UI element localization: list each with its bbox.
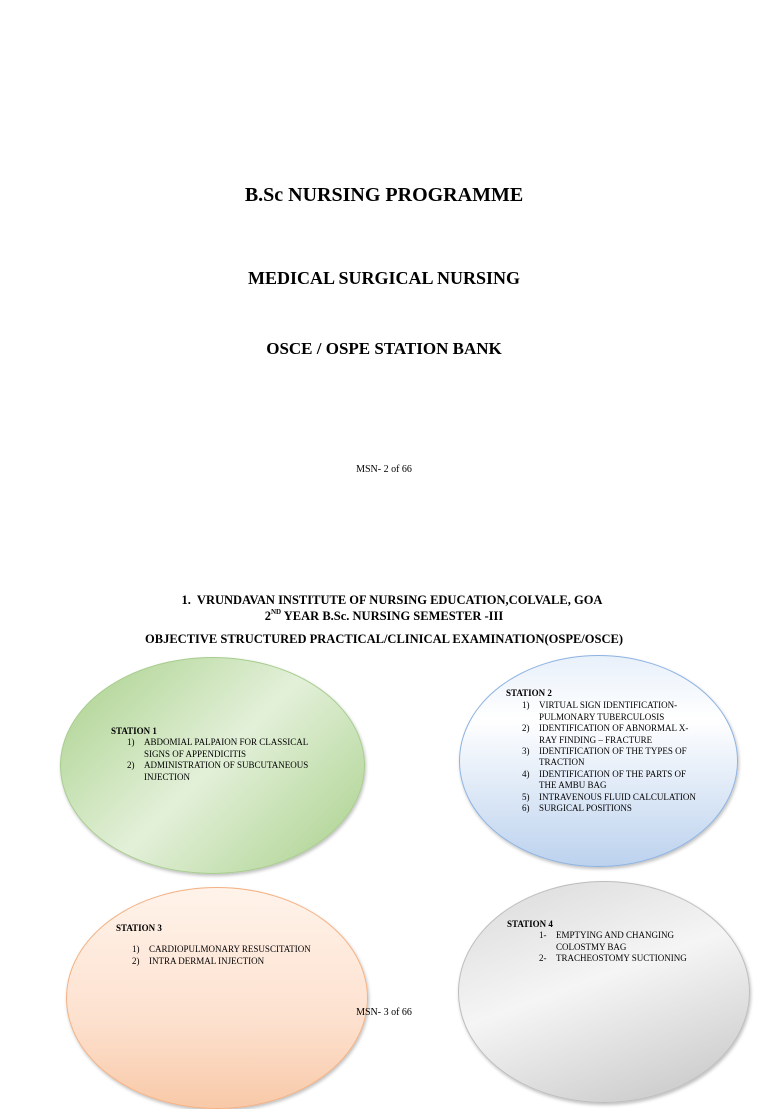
list-item: 4) IDENTIFICATION OF THE PARTS OF THE AMBU BAG: [522, 768, 686, 791]
list-item: 1) ABDOMIAL PALPAION FOR CLASSICAL SIGNS OF APPENDICITIS: [127, 737, 308, 759]
year-suffix: ND: [270, 608, 282, 616]
station-title: STATION 4: [507, 919, 553, 929]
station-list: [132, 944, 316, 967]
list-item: 5) INTRAVENOUS FLUID CALCULATION: [522, 791, 696, 802]
station-3: [116, 923, 316, 967]
page-number-bottom: MSN- 3 of 66: [356, 1007, 412, 1018]
list-item: 2) INTRA DERMAL INJECTION: [132, 955, 265, 966]
station-bank-title: OSCE / OSPE STATION BANK: [266, 339, 502, 358]
station-4-ellipse: [458, 881, 750, 1103]
station-title: STATION 2: [506, 688, 552, 698]
station-title: STATION 3: [116, 923, 162, 933]
list-item: 2) IDENTIFICATION OF ABNORMAL X-RAY FINDING – FRACTURE: [522, 723, 689, 745]
year-text: YEAR B.Sc. NURSING SEMESTER -III: [281, 609, 504, 623]
station-4: [507, 919, 707, 965]
list-item: 6) SURGICAL POSITIONS: [522, 803, 632, 814]
year-number: 2: [264, 609, 271, 623]
list-item: 1) VIRTUAL SIGN IDENTIFICATION-PULMONARY TUBERCULOSIS: [522, 700, 678, 722]
section-number: 1.: [181, 593, 191, 607]
station-3-ellipse: [66, 887, 368, 1109]
station-list: [522, 700, 696, 814]
list-item: 1- EMPTYING AND CHANGING COLOSTMY BAG: [539, 930, 674, 952]
programme-title: B.Sc NURSING PROGRAMME: [244, 184, 524, 206]
station-1: [111, 726, 311, 783]
station-list: [539, 930, 707, 964]
list-item: 1) CARDIOPULMONARY RESUSCITATION: [132, 944, 311, 955]
list-item: 2- TRACHEOSTOMY SUCTIONING: [539, 953, 687, 964]
year-heading: [0, 609, 768, 624]
exam-title: OBJECTIVE STRUCTURED PRACTICAL/CLINICAL EXAMINATION(OSPE/OSCE): [145, 632, 623, 646]
page-number-cover: MSN- 2 of 66: [356, 464, 412, 475]
station-title: STATION 1: [111, 726, 157, 736]
list-item: 3) IDENTIFICATION OF THE TYPES OF TRACTION: [522, 746, 687, 768]
institute-name: VRUNDAVAN INSTITUTE OF NURSING EDUCATION,COLVALE, GOA: [196, 593, 603, 607]
station-2: [506, 688, 696, 814]
list-item: 2) ADMINISTRATION OF SUBCUTANEOUS INJECTION: [127, 760, 309, 782]
institute-heading: [0, 593, 768, 608]
subject-title: MEDICAL SURGICAL NURSING: [247, 268, 521, 288]
station-list: [127, 737, 311, 783]
